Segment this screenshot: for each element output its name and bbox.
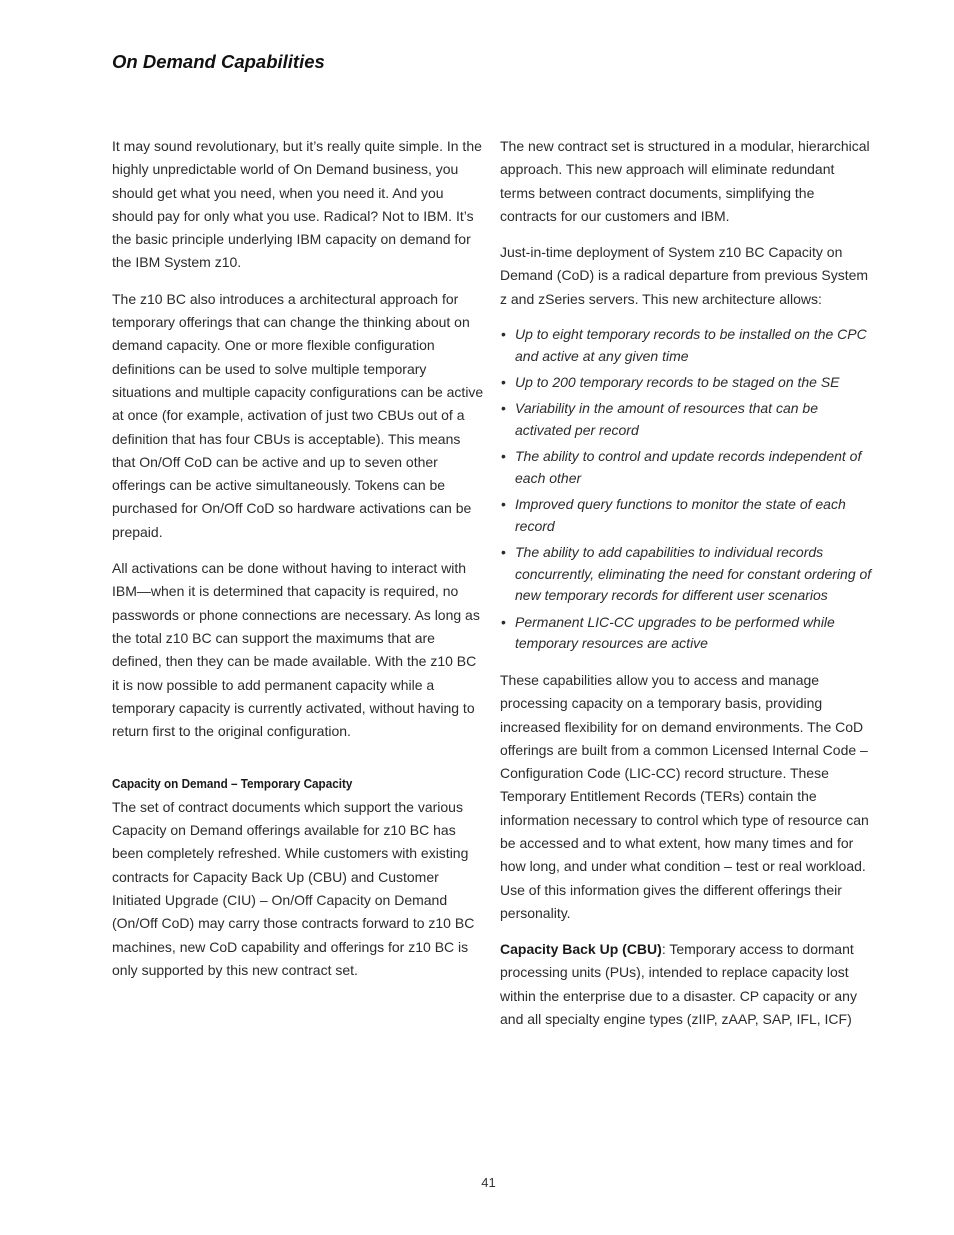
right-column: [500, 135, 872, 1044]
page-number: 41: [481, 1175, 496, 1190]
just-in-time-paragraph: Just-in-time deployment of System z10 BC Capacity on Demand (CoD) is a radical departure from previous System z and zSeries servers. This new architecture allows:: [500, 244, 869, 307]
list-item: • The ability to control and update records independent of each other: [500, 446, 872, 489]
list-item: • Permanent LIC-CC upgrades to be performed while temporary resources are active: [500, 612, 872, 655]
capabilities-list: [500, 324, 872, 655]
page-title: On Demand Capabilities: [112, 51, 325, 72]
cbu-term: Capacity Back Up (CBU): [500, 941, 662, 958]
intro-paragraph: It may sound revolutionary, but it’s really quite simple. In the highly unpredictable world of On Demand business, you should get what you need, when you need it. And you should pay for only what you use. Radical? Not to IBM. It’s the basic principle underlying IBM capacity on demand for the IBM System z10.: [112, 138, 482, 271]
activations-paragraph: All activations can be done without having to interact with IBM—when it is determined that capacity is required, no passwords or phone connections are necessary. As long as the total z10 BC can support the maximums that are defined, then they can be made available. With the z10 BC it is now possible to add permanent capacity while a temporary capacity is currently activated, without having to return first to the original configuration.: [112, 560, 480, 740]
list-item: • Up to 200 temporary records to be staged on the SE: [500, 372, 872, 394]
section-heading: Capacity on Demand – Temporary Capacity: [112, 776, 353, 792]
left-column: [112, 135, 484, 995]
cbu-description: : Temporary access to dormant processing units (PUs), intended to replace capacity lost within the enterprise due to a disaster. CP capacity or any and all specialty engine types (zIIP, zAAP, SAP, IFL, ICF): [500, 941, 857, 1028]
list-item: • Up to eight temporary records to be installed on the CPC and active at any given time: [500, 324, 872, 367]
capabilities-paragraph: These capabilities allow you to access and manage processing capacity on a temporary basis, providing increased flexibility for on demand environments. The CoD offerings are built from a common Licensed Internal Code – Configuration Code (LIC-CC) record structure. These Temporary Entitlement Records (TERs) contain the information necessary to control which type of resource can be accessed and to what extent, how many times and for how long, and under what condition – test or real workload. Use of this information gives the different offerings their personality.: [500, 671, 869, 921]
list-item: • The ability to add capabilities to individual records concurrently, eliminating the need for constant ordering of new temporary records for different user scenarios: [500, 542, 872, 607]
architectural-approach-paragraph: The z10 BC also introduces a architectural approach for temporary offerings that can change the thinking about on demand capacity. One or more flexible configuration definitions can be used to solve multiple temporary situations and multiple capacity configurations can be active at once (for example, activation of just two CBUs out of a definition that has four CBUs is acceptable). This means that On/Off CoD can be active and up to seven other offerings can be active simultaneously. Tokens can be purchased for On/Off CoD so hardware activations can be prepaid.: [112, 290, 484, 540]
list-item: • Improved query functions to monitor the state of each record: [500, 494, 872, 537]
contract-documents-paragraph: The set of contract documents which support the various Capacity on Demand offerings available for z10 BC has been completely refreshed. While customers with existing contracts for Capacity Back Up (CBU) and Customer Initiated Upgrade (CIU) – On/Off Capacity on Demand (On/Off CoD) may carry those contracts forward to z10 BC machines, new CoD capability and offerings for z10 BC is only supported by this new contract set.: [112, 798, 475, 978]
cbu-paragraph: [500, 938, 872, 1031]
contract-set-paragraph: The new contract set is structured in a modular, hierarchical approach. This new approach will eliminate redundant terms between contract documents, simplifying the contracts for our customers and IBM.: [500, 138, 870, 224]
list-item: • Variability in the amount of resources that can be activated per record: [500, 398, 872, 441]
